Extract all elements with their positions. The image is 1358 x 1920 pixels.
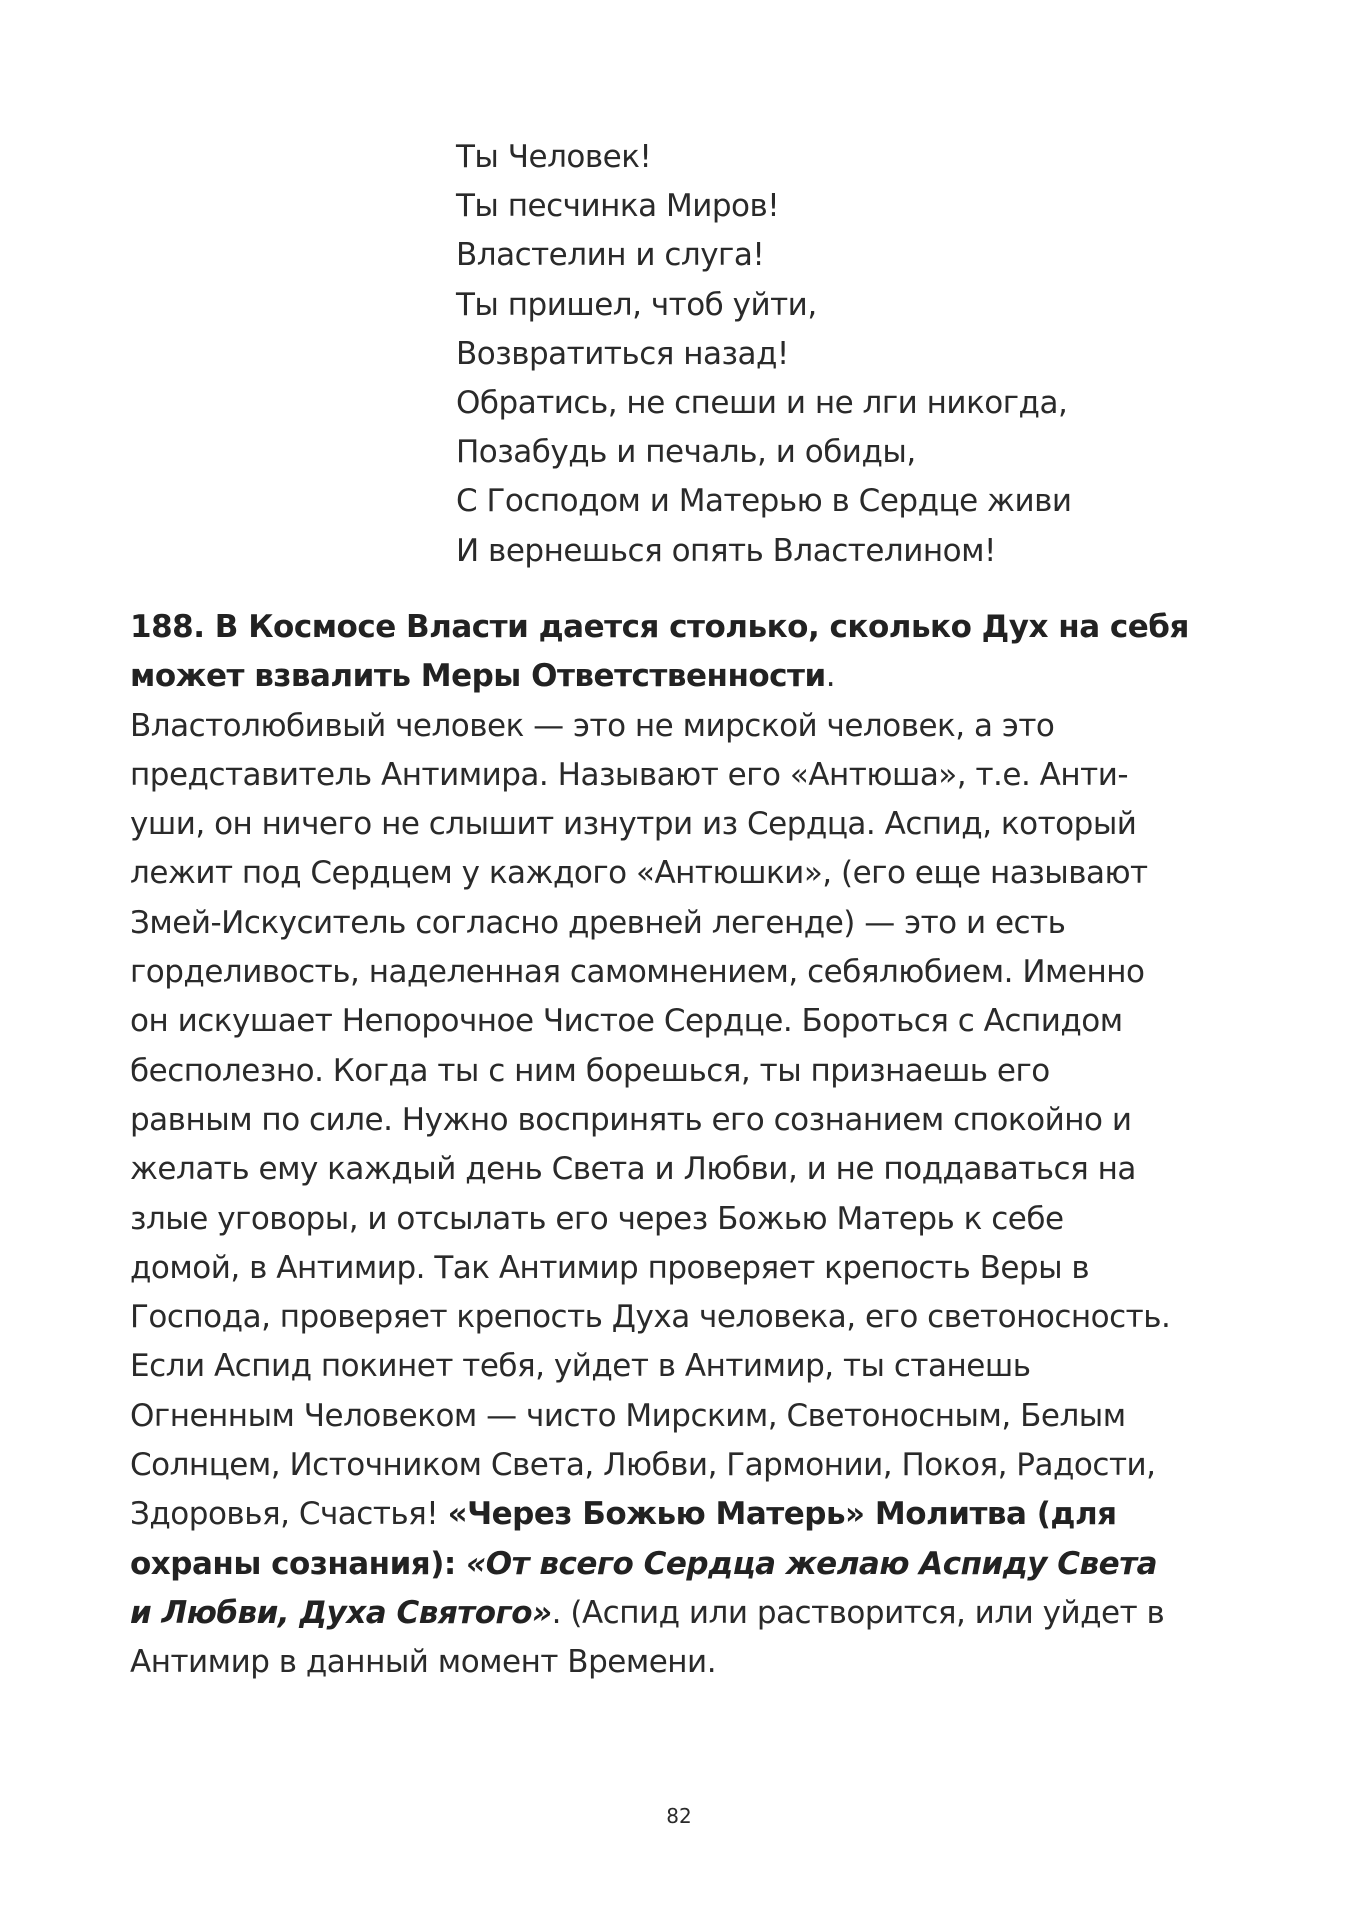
body-line: Солнцем, Источником Света, Любви, Гармонии, Покоя, Радости, [130,1447,1156,1484]
poem-block [456,133,1216,576]
body-line: Огненным Человеком — чисто Мирским, Светоносным, Белым [130,1397,1126,1434]
poem-line: Возвратиться назад! [456,335,789,372]
body-text: Здоровья, Счастья! [130,1496,448,1533]
body-line: Властолюбивый человек — это не мирской человек, а это [130,707,1055,744]
body-line: Если Аспид покинет тебя, уйдет в Антимир, ты станешь [130,1348,1031,1385]
article-heading-text: может взвалить Меры Ответственности [130,658,826,695]
article-heading-line: 188. В Космосе Власти дается столько, сколько Дух на себя [130,609,1189,645]
poem-line: С Господом и Матерью в Сердце живи [456,483,1072,520]
body-line [130,1540,1230,1589]
body-line [130,1490,1230,1539]
body-line: злые уговоры, и отсылать его через Божью Матерь к себе [130,1200,1064,1237]
article-188 [130,603,1230,1688]
body-text: . (Аспид или растворится, или уйдет в [551,1594,1165,1631]
body-line: бесполезно. Когда ты с ним борешься, ты признаешь его [130,1052,1050,1089]
body-line: уши, он ничего не слышит изнутри из Сердца. Аспид, который [130,806,1137,843]
body-line: желать ему каждый день Света и Любви, и не поддаваться на [130,1151,1136,1188]
prayer-text: «От всего Сердца желаю Аспиду Света [466,1545,1158,1582]
body-line: равным по силе. Нужно воспринять его сознанием спокойно и [130,1101,1132,1138]
poem-line: Ты Человек! [456,139,652,175]
poem-line: И вернешься опять Властелином! [456,532,996,569]
body-line: Змей-Искуситель согласно древней легенде) — это и есть [130,904,1066,941]
body-line: домой, в Антимир. Так Антимир проверяет крепость Веры в [130,1249,1090,1286]
body-line: Антимир в данный момент Времени. [130,1644,717,1681]
body-line: он искушает Непорочное Чистое Сердце. Бороться с Аспидом [130,1003,1123,1040]
article-heading-line [130,652,1230,701]
page-number: 82 [666,1804,692,1828]
prayer-title: охраны сознания): [130,1545,467,1582]
poem-line: Позабудь и печаль, и обиды, [456,434,916,471]
poem-line: Ты песчинка Миров! [456,188,780,225]
poem-line: Ты пришел, чтоб уйти, [456,286,817,323]
body-line: горделивость, наделенная самомнением, себялюбием. Именно [130,954,1145,991]
article-heading-period: . [825,658,836,695]
body-line: лежит под Сердцем у каждого «Антюшки», (его еще называют [130,855,1148,892]
body-line: представитель Антимира. Называют его «Антюша», т.е. Анти- [130,756,1129,793]
poem-line: Властелин и слуга! [456,237,765,274]
prayer-text: и Любви, Духа Святого» [130,1594,552,1631]
body-line: Господа, проверяет крепость Духа человека, его светоносность. [130,1299,1171,1336]
body-line [130,1589,1230,1638]
prayer-title: «Через Божью Матерь» Молитва (для [447,1496,1117,1533]
poem-line: Обратись, не спеши и не лги никогда, [456,385,1068,422]
